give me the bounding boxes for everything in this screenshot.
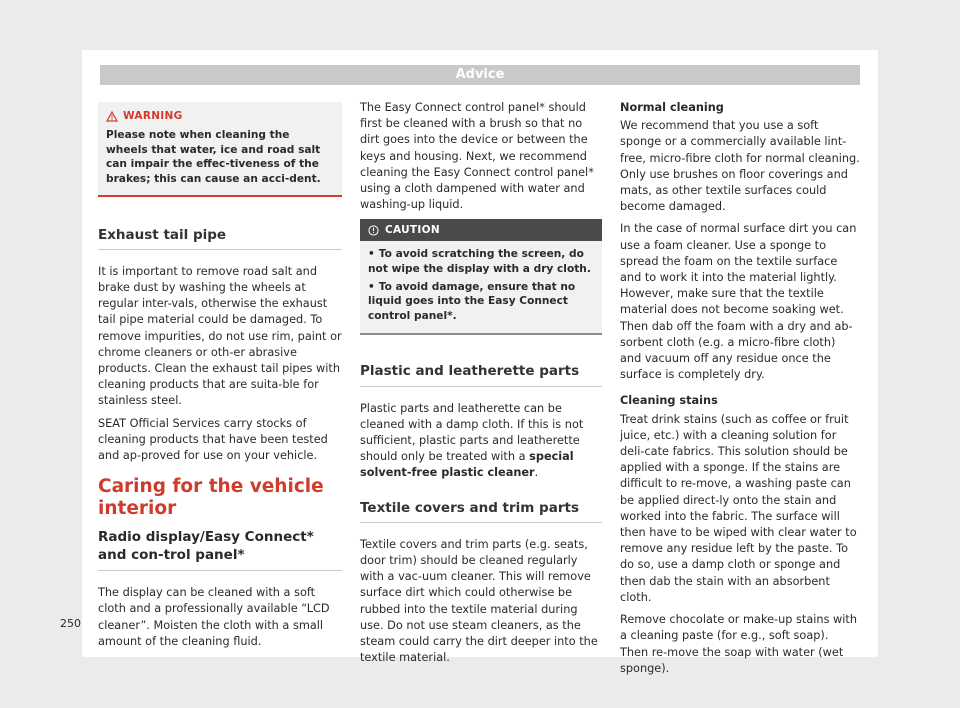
plastic-paragraph: Plastic parts and leatherette can be cleaned with a damp cloth. If this is not sufficient, plastic parts and leatherette should only be treated with a special solvent-free plastic cleaner. [360,401,584,480]
column-middle [360,100,602,672]
normal-paragraph-2: In the case of normal surface dirt you can use a foam cleaner. Use a sponge to spread the foam on the textile surface and to work it into the material lightly. However, make sure that the textile material does not become soaking wet. Then dab off the foam with a dry and ab-sorbent cloth (e.g. a micro-fibre cloth) and vacuum off any residue once the surface is completely dry. [620,222,857,382]
normal-paragraph-1: We recommend that you use a soft sponge or a commercially available lint-free, micro-fibre cloth for normal cleaning. Only use brushes on floor coverings and mats, as other textile surfaces could become damaged. [620,119,860,214]
warning-box [98,102,342,197]
page-number: 250 [60,617,81,630]
caution-item: • To avoid scratching the screen, do not wipe the display with a dry cloth. [368,248,591,276]
normal-cleaning-heading: Normal cleaning [620,101,724,114]
exhaust-heading: Exhaust tail pipe [98,227,342,250]
caution-info-icon [368,225,379,236]
radio-paragraph-1: The display can be cleaned with a soft cloth and a professionally available “LCD cleaner”. Moisten the cloth with a small amount of the cleaning fluid. [98,586,330,648]
column-left [98,100,342,656]
caution-label: CAUTION [385,224,440,237]
warning-triangle-icon [106,111,118,122]
stains-paragraph-2: Remove chocolate or make-up stains with a cleaning paste (for e.g., soft soap). Then re-move the soap with water (wet sponge). [620,613,858,675]
textile-heading: Textile covers and trim parts [360,500,602,523]
page-header: Advice [100,65,860,85]
main-heading: Caring for the vehicle interior [98,476,324,520]
stains-paragraph-1: Treat drink stains (such as coffee or fruit juice, etc.) with a cleaning solution for deli-cate fabrics. This solution should be applied with a sponge. If the stains are difficult to re-move, a washing paste can be applied direct-ly onto the stain and worked into the fabric. The surface will then have to be wiped with clear water to remove any residue left by the paste. To do so, use a damp cloth or sponge and then dab the stain with an absorbent cloth. [620,412,857,604]
cleaning-stains-heading: Cleaning stains [620,394,718,408]
easy-connect-paragraph: The Easy Connect control panel* should first be cleaned with a brush so that no dirt goes into the device or between the keys and housing. Next, we recommend cleaning the Easy Connect control panel* using a cloth dampened with water and washing-up liquid. [360,101,594,212]
caution-list [360,247,602,323]
caution-item: • To avoid damage, ensure that no liquid goes into the Easy Connect control panel*. [368,280,576,322]
radio-heading: Radio display/Easy Connect* and con-trol panel* [98,528,342,571]
textile-paragraph: Textile covers and trim parts (e.g. seats, door trim) should be cleaned regularly with a vac-uum cleaner. This will remove surface dirt which could otherwise be rubbed into the textile material during use. Do not use steam cleaners, as the steam could carry the dirt deeper into the textile material. [360,537,598,665]
exhaust-paragraph-2: SEAT Official Services carry stocks of cleaning products that have been tested and ap-proved for use on your vehicle. [98,416,328,463]
exhaust-paragraph-1: It is important to remove road salt and brake dust by washing the wheels at regular inter-vals, otherwise the exhaust tail pipe material could be damaged. To remove impurities, do not use rim, paint or chrome cleaners or oth-er abrasive products. Clean the exhaust tail pipes with cleaning products that are suita-ble for stainless steel. [98,264,342,408]
column-right [620,100,860,683]
warning-text: Please note when cleaning the wheels that water, ice and road salt can impair the effec-tiveness of the brakes; this can cause an acci-dent. [106,129,321,185]
warning-label: WARNING [123,110,183,122]
caution-box [360,219,602,335]
plastic-heading: Plastic and leatherette parts [360,363,602,386]
